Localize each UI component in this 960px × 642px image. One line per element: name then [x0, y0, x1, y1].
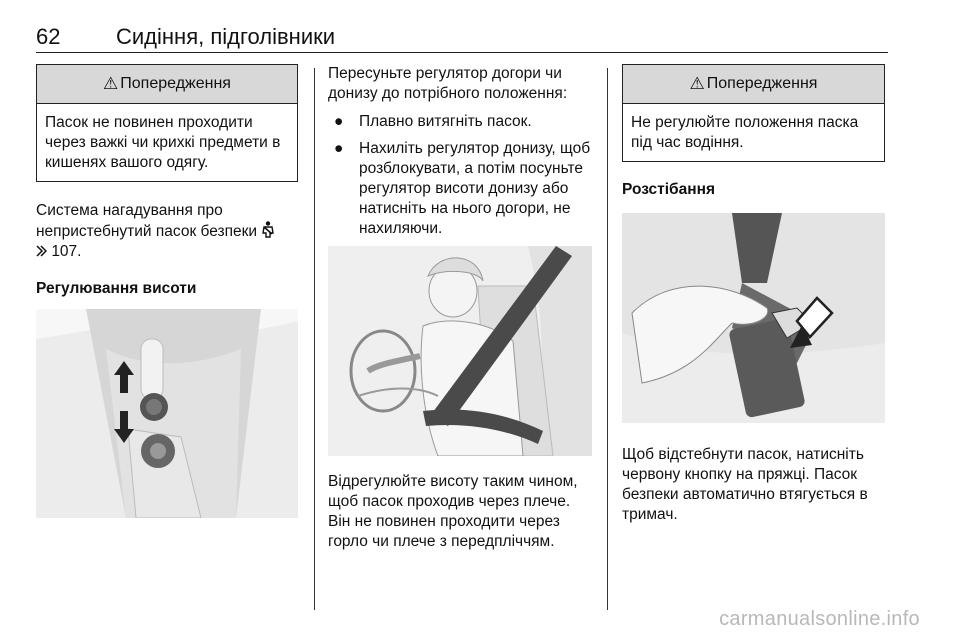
warning-title: Попередження [120, 75, 231, 92]
page-number: 62 [36, 24, 61, 49]
buckle-release-illustration [622, 213, 885, 423]
column-middle [328, 64, 592, 552]
list-item [328, 139, 592, 239]
bullet-icon: ● [334, 113, 344, 130]
adjust-steps [328, 112, 592, 239]
column-right [622, 64, 885, 525]
page-reference-icon [36, 243, 51, 260]
warning-triangle-icon: ⚠ [689, 74, 705, 93]
column-divider [314, 68, 315, 610]
bullet-icon: ● [334, 140, 344, 157]
warning-triangle-icon: ⚠ [103, 74, 119, 93]
column-divider [607, 68, 608, 610]
warning-header [623, 65, 884, 104]
adjust-result-text: Відрегулюйте висоту таким чином, щоб пасок проходив через плече. Він не повинен проходити через горло чи плече з передпліччям. [328, 473, 578, 550]
height-adjuster-illustration [36, 309, 298, 518]
page-title: Сидіння, підголівники [116, 24, 336, 49]
list-item [328, 112, 592, 132]
list-item-text: Плавно витягніть пасок. [359, 113, 532, 130]
driver-seatbelt-illustration [328, 246, 592, 456]
warning-box [36, 64, 298, 182]
height-heading: Регулювання висоти [36, 280, 197, 297]
unfasten-heading: Розстібання [622, 181, 716, 198]
warning-header [37, 65, 297, 104]
reminder-paragraph [36, 201, 298, 262]
seatbelt-reminder-icon [261, 223, 275, 240]
list-item-text: Нахиліть регулятор донизу, щоб розблокувати, а потім посуньте регулятор висоти донизу або натисніть на нього догори, не нахиляючи. [359, 140, 591, 237]
reminder-text: Система нагадування про непристебнутий пасок безпеки [36, 202, 258, 240]
unfasten-text: Щоб відстебнути пасок, натисніть червону кнопку на пряжці. Пасок безпеки автоматично втягується в тримач. [622, 446, 868, 523]
adjust-intro: Пересуньте регулятор догори чи донизу до потрібного положення: [328, 65, 568, 102]
warning-text: Не регулюйте положення паска під час водіння. [631, 114, 859, 151]
warning-title: Попередження [706, 75, 818, 92]
watermark: carmanualsonline.info [719, 608, 920, 630]
page-header [36, 18, 888, 53]
column-left [36, 64, 298, 518]
warning-box [622, 64, 885, 162]
warning-text: Пасок не повинен проходити через важкі чи крихкі предмети в кишенях вашого одягу. [45, 114, 281, 171]
reminder-page-ref[interactable]: 107. [51, 243, 82, 260]
